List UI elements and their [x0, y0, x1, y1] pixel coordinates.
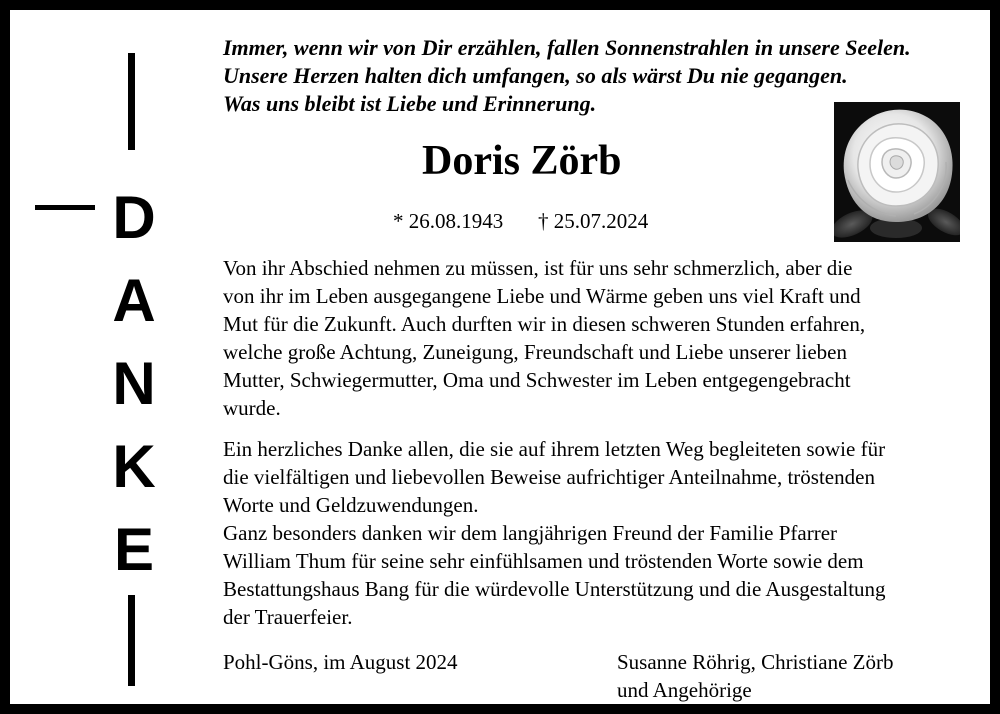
signature-line: Susanne Röhrig, Christiane Zörb [617, 650, 894, 674]
deceased-name: Doris Zörb [422, 138, 622, 184]
danke-letter: A [112, 267, 156, 334]
rose-icon [834, 102, 960, 242]
thanks-paragraph [223, 435, 983, 631]
text-line: die vielfältigen und liebevollen Beweise aufrichtiger Anteilnahme, tröstenden [223, 465, 875, 489]
text-line: der Trauerfeier. [223, 605, 353, 629]
text-line: Worte und Geldzuwendungen. [223, 493, 479, 517]
death-date: † 25.07.2024 [538, 209, 649, 233]
text-line: von ihr im Leben ausgegangene Liebe und Wärme geben uns viel Kraft und [223, 284, 861, 308]
danke-letter: N [112, 350, 156, 417]
text-line: welche große Achtung, Zuneigung, Freundschaft und Liebe unserer lieben [223, 340, 847, 364]
farewell-paragraph [223, 254, 983, 422]
text-line: Bestattungshaus Bang für die würdevolle Unterstützung und die Ausgestaltung [223, 577, 886, 601]
poem-line: Unsere Herzen halten dich umfangen, so als wärst Du nie gegangen. [223, 63, 848, 88]
text-line: Von ihr Abschied nehmen zu müssen, ist für uns sehr schmerzlich, aber die [223, 256, 853, 280]
danke-letter: D [112, 184, 156, 251]
danke-letter: K [112, 433, 156, 500]
text-line: Ganz besonders danken wir dem langjährigen Freund der Familie Pfarrer [223, 521, 838, 545]
family-signature [617, 648, 893, 704]
text-line: wurde. [223, 396, 281, 420]
text-line: William Thum für seine sehr einfühlsamen und tröstenden Worte sowie dem [223, 549, 864, 573]
text-line: Ein herzliches Danke allen, die sie auf ihrem letzten Weg begleiteten sowie für [223, 437, 886, 461]
birth-date: * 26.08.1943 [393, 209, 504, 233]
cross-vertical-top [128, 53, 135, 150]
poem-line: Immer, wenn wir von Dir erzählen, fallen Sonnenstrahlen in unsere Seelen. [223, 35, 911, 60]
place-and-date: Pohl-Göns, im August 2024 [223, 650, 458, 674]
text-line: Mutter, Schwiegermutter, Oma und Schwester im Leben entgegengebracht [223, 368, 851, 392]
cross-horizontal-bar [35, 205, 95, 210]
rose-photo [834, 102, 960, 242]
poem-line: Was uns bleibt ist Liebe und Erinnerung. [223, 91, 597, 116]
danke-letter: E [113, 516, 155, 583]
signature-line: und Angehörige [617, 678, 752, 702]
text-line: Mut für die Zukunft. Auch durften wir in diesen schweren Stunden erfahren, [223, 312, 866, 336]
cross-vertical-bottom [128, 595, 135, 686]
